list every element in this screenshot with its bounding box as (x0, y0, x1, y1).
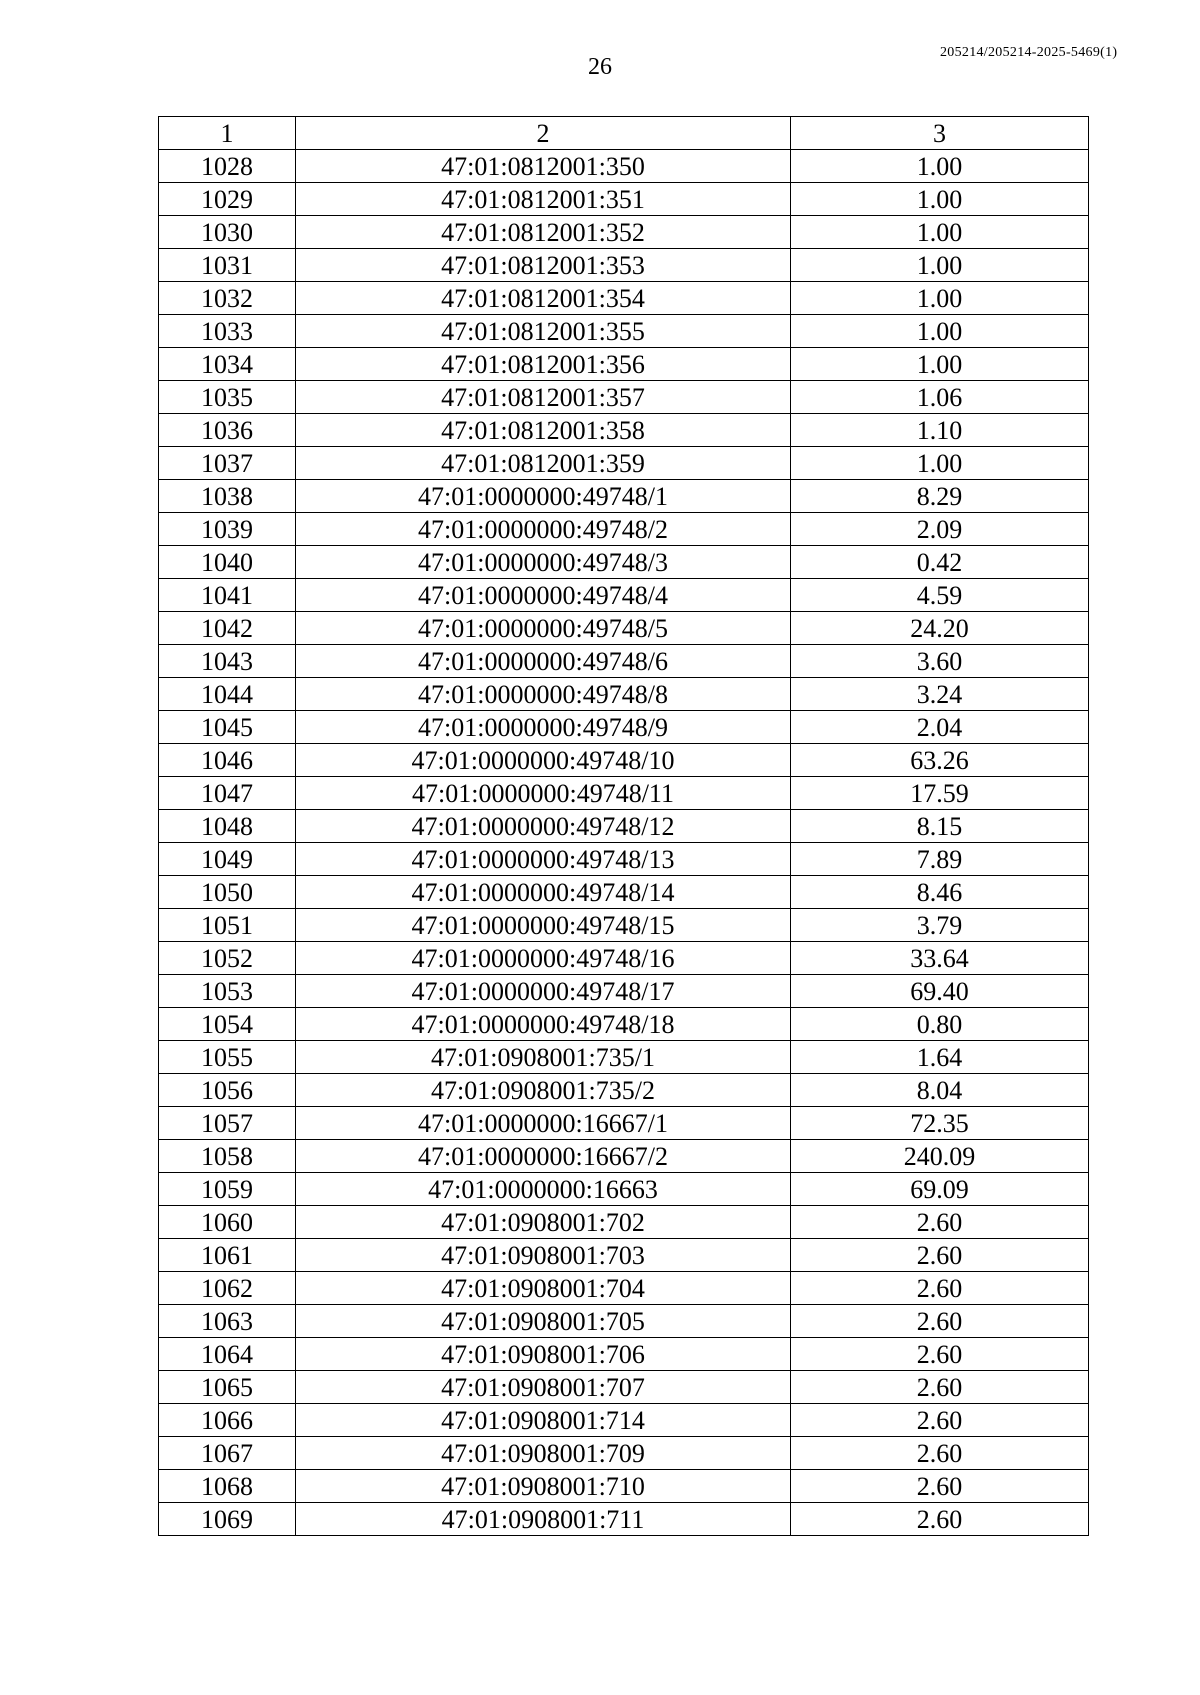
value-cell: 1.00 (791, 183, 1089, 216)
value-cell: 2.60 (791, 1305, 1089, 1338)
table-row (159, 579, 1089, 612)
row-number-cell: 1062 (159, 1272, 296, 1305)
cadastral-number-cell: 47:01:0908001:706 (296, 1338, 791, 1371)
table-row (159, 1173, 1089, 1206)
table-row (159, 315, 1089, 348)
value-cell: 2.60 (791, 1437, 1089, 1470)
value-cell: 69.09 (791, 1173, 1089, 1206)
cadastral-number-cell: 47:01:0812001:356 (296, 348, 791, 381)
value-cell: 33.64 (791, 942, 1089, 975)
table-header-row (159, 117, 1089, 150)
table-row (159, 513, 1089, 546)
value-cell: 63.26 (791, 744, 1089, 777)
cadastral-number-cell: 47:01:0908001:711 (296, 1503, 791, 1536)
cadastral-number-cell: 47:01:0908001:709 (296, 1437, 791, 1470)
table-row (159, 1371, 1089, 1404)
value-cell: 0.42 (791, 546, 1089, 579)
row-number-cell: 1045 (159, 711, 296, 744)
table-row (159, 348, 1089, 381)
table-body (159, 117, 1089, 1536)
value-cell: 1.06 (791, 381, 1089, 414)
table-row (159, 1437, 1089, 1470)
value-cell: 240.09 (791, 1140, 1089, 1173)
value-cell: 2.04 (791, 711, 1089, 744)
cadastral-number-cell: 47:01:0908001:702 (296, 1206, 791, 1239)
row-number-cell: 1056 (159, 1074, 296, 1107)
table-row (159, 744, 1089, 777)
value-cell: 7.89 (791, 843, 1089, 876)
value-cell: 8.46 (791, 876, 1089, 909)
cadastral-number-cell: 47:01:0908001:703 (296, 1239, 791, 1272)
row-number-cell: 1033 (159, 315, 296, 348)
value-cell: 8.04 (791, 1074, 1089, 1107)
value-cell: 8.29 (791, 480, 1089, 513)
cadastral-number-cell: 47:01:0908001:735/2 (296, 1074, 791, 1107)
cadastral-number-cell: 47:01:0812001:354 (296, 282, 791, 315)
value-cell: 0.80 (791, 1008, 1089, 1041)
value-cell: 2.60 (791, 1206, 1089, 1239)
table-row (159, 810, 1089, 843)
page-number: 26 (588, 54, 612, 80)
table-row (159, 183, 1089, 216)
data-table (158, 116, 1089, 1536)
table-row (159, 447, 1089, 480)
row-number-cell: 1063 (159, 1305, 296, 1338)
table-row (159, 1470, 1089, 1503)
row-number-cell: 1046 (159, 744, 296, 777)
row-number-cell: 1066 (159, 1404, 296, 1437)
value-cell: 4.59 (791, 579, 1089, 612)
row-number-cell: 1061 (159, 1239, 296, 1272)
cadastral-number-cell: 47:01:0812001:359 (296, 447, 791, 480)
row-number-cell: 1060 (159, 1206, 296, 1239)
row-number-cell: 1041 (159, 579, 296, 612)
table-row (159, 1041, 1089, 1074)
table-row (159, 381, 1089, 414)
cadastral-number-cell: 47:01:0000000:49748/18 (296, 1008, 791, 1041)
cadastral-number-cell: 47:01:0812001:358 (296, 414, 791, 447)
cadastral-number-cell: 47:01:0812001:351 (296, 183, 791, 216)
row-number-cell: 1028 (159, 150, 296, 183)
table-row (159, 942, 1089, 975)
table-row (159, 909, 1089, 942)
value-cell: 1.00 (791, 249, 1089, 282)
table-row (159, 249, 1089, 282)
table-row (159, 1404, 1089, 1437)
value-cell: 2.60 (791, 1470, 1089, 1503)
cadastral-number-cell: 47:01:0000000:49748/17 (296, 975, 791, 1008)
row-number-cell: 1053 (159, 975, 296, 1008)
cadastral-number-cell: 47:01:0908001:710 (296, 1470, 791, 1503)
cadastral-number-cell: 47:01:0000000:49748/9 (296, 711, 791, 744)
cadastral-number-cell: 47:01:0908001:705 (296, 1305, 791, 1338)
table-row (159, 645, 1089, 678)
table-row (159, 843, 1089, 876)
table-row (159, 612, 1089, 645)
column-header: 2 (296, 117, 791, 150)
value-cell: 2.60 (791, 1272, 1089, 1305)
value-cell: 1.00 (791, 348, 1089, 381)
table-row (159, 216, 1089, 249)
cadastral-number-cell: 47:01:0812001:357 (296, 381, 791, 414)
column-header: 3 (791, 117, 1089, 150)
cadastral-number-cell: 47:01:0812001:352 (296, 216, 791, 249)
table-row (159, 777, 1089, 810)
value-cell: 2.60 (791, 1404, 1089, 1437)
cadastral-number-cell: 47:01:0000000:49748/8 (296, 678, 791, 711)
table-row (159, 414, 1089, 447)
table-row (159, 480, 1089, 513)
row-number-cell: 1050 (159, 876, 296, 909)
value-cell: 24.20 (791, 612, 1089, 645)
cadastral-number-cell: 47:01:0000000:16663 (296, 1173, 791, 1206)
table-row (159, 1206, 1089, 1239)
value-cell: 2.60 (791, 1503, 1089, 1536)
row-number-cell: 1067 (159, 1437, 296, 1470)
value-cell: 1.64 (791, 1041, 1089, 1074)
cadastral-number-cell: 47:01:0000000:49748/12 (296, 810, 791, 843)
value-cell: 2.60 (791, 1239, 1089, 1272)
cadastral-number-cell: 47:01:0812001:353 (296, 249, 791, 282)
cadastral-number-cell: 47:01:0812001:355 (296, 315, 791, 348)
value-cell: 17.59 (791, 777, 1089, 810)
row-number-cell: 1029 (159, 183, 296, 216)
cadastral-number-cell: 47:01:0000000:49748/13 (296, 843, 791, 876)
row-number-cell: 1047 (159, 777, 296, 810)
table-row (159, 1338, 1089, 1371)
row-number-cell: 1057 (159, 1107, 296, 1140)
table-row (159, 711, 1089, 744)
row-number-cell: 1055 (159, 1041, 296, 1074)
cadastral-number-cell: 47:01:0908001:704 (296, 1272, 791, 1305)
row-number-cell: 1059 (159, 1173, 296, 1206)
table-row (159, 1008, 1089, 1041)
value-cell: 1.00 (791, 315, 1089, 348)
table-row (159, 546, 1089, 579)
table-row (159, 1239, 1089, 1272)
row-number-cell: 1069 (159, 1503, 296, 1536)
row-number-cell: 1037 (159, 447, 296, 480)
row-number-cell: 1038 (159, 480, 296, 513)
table-row (159, 1107, 1089, 1140)
cadastral-number-cell: 47:01:0908001:735/1 (296, 1041, 791, 1074)
row-number-cell: 1040 (159, 546, 296, 579)
table-row (159, 1503, 1089, 1536)
table-row (159, 150, 1089, 183)
cadastral-number-cell: 47:01:0000000:49748/6 (296, 645, 791, 678)
value-cell: 3.24 (791, 678, 1089, 711)
cadastral-number-cell: 47:01:0000000:49748/5 (296, 612, 791, 645)
table-row (159, 1074, 1089, 1107)
table-row (159, 975, 1089, 1008)
value-cell: 1.10 (791, 414, 1089, 447)
value-cell: 1.00 (791, 447, 1089, 480)
row-number-cell: 1058 (159, 1140, 296, 1173)
row-number-cell: 1039 (159, 513, 296, 546)
cadastral-number-cell: 47:01:0000000:49748/10 (296, 744, 791, 777)
value-cell: 72.35 (791, 1107, 1089, 1140)
row-number-cell: 1065 (159, 1371, 296, 1404)
row-number-cell: 1068 (159, 1470, 296, 1503)
table-row (159, 1140, 1089, 1173)
cadastral-number-cell: 47:01:0000000:49748/14 (296, 876, 791, 909)
cadastral-number-cell: 47:01:0000000:49748/3 (296, 546, 791, 579)
row-number-cell: 1035 (159, 381, 296, 414)
row-number-cell: 1052 (159, 942, 296, 975)
cadastral-number-cell: 47:01:0000000:16667/1 (296, 1107, 791, 1140)
value-cell: 2.60 (791, 1371, 1089, 1404)
row-number-cell: 1031 (159, 249, 296, 282)
value-cell: 1.00 (791, 150, 1089, 183)
row-number-cell: 1042 (159, 612, 296, 645)
table-row (159, 1272, 1089, 1305)
cadastral-number-cell: 47:01:0000000:16667/2 (296, 1140, 791, 1173)
row-number-cell: 1048 (159, 810, 296, 843)
row-number-cell: 1064 (159, 1338, 296, 1371)
table-row (159, 876, 1089, 909)
value-cell: 2.09 (791, 513, 1089, 546)
row-number-cell: 1032 (159, 282, 296, 315)
row-number-cell: 1043 (159, 645, 296, 678)
document-reference: 205214/205214-2025-5469(1) (940, 45, 1118, 60)
cadastral-number-cell: 47:01:0000000:49748/4 (296, 579, 791, 612)
cadastral-number-cell: 47:01:0812001:350 (296, 150, 791, 183)
table-row (159, 678, 1089, 711)
row-number-cell: 1044 (159, 678, 296, 711)
value-cell: 1.00 (791, 216, 1089, 249)
value-cell: 2.60 (791, 1338, 1089, 1371)
cadastral-number-cell: 47:01:0908001:707 (296, 1371, 791, 1404)
table-row (159, 282, 1089, 315)
cadastral-number-cell: 47:01:0908001:714 (296, 1404, 791, 1437)
row-number-cell: 1036 (159, 414, 296, 447)
value-cell: 3.60 (791, 645, 1089, 678)
column-header: 1 (159, 117, 296, 150)
row-number-cell: 1051 (159, 909, 296, 942)
row-number-cell: 1054 (159, 1008, 296, 1041)
row-number-cell: 1049 (159, 843, 296, 876)
cadastral-number-cell: 47:01:0000000:49748/16 (296, 942, 791, 975)
cadastral-number-cell: 47:01:0000000:49748/11 (296, 777, 791, 810)
cadastral-number-cell: 47:01:0000000:49748/2 (296, 513, 791, 546)
value-cell: 69.40 (791, 975, 1089, 1008)
cadastral-number-cell: 47:01:0000000:49748/15 (296, 909, 791, 942)
row-number-cell: 1034 (159, 348, 296, 381)
row-number-cell: 1030 (159, 216, 296, 249)
table-row (159, 1305, 1089, 1338)
value-cell: 1.00 (791, 282, 1089, 315)
value-cell: 8.15 (791, 810, 1089, 843)
cadastral-number-cell: 47:01:0000000:49748/1 (296, 480, 791, 513)
value-cell: 3.79 (791, 909, 1089, 942)
